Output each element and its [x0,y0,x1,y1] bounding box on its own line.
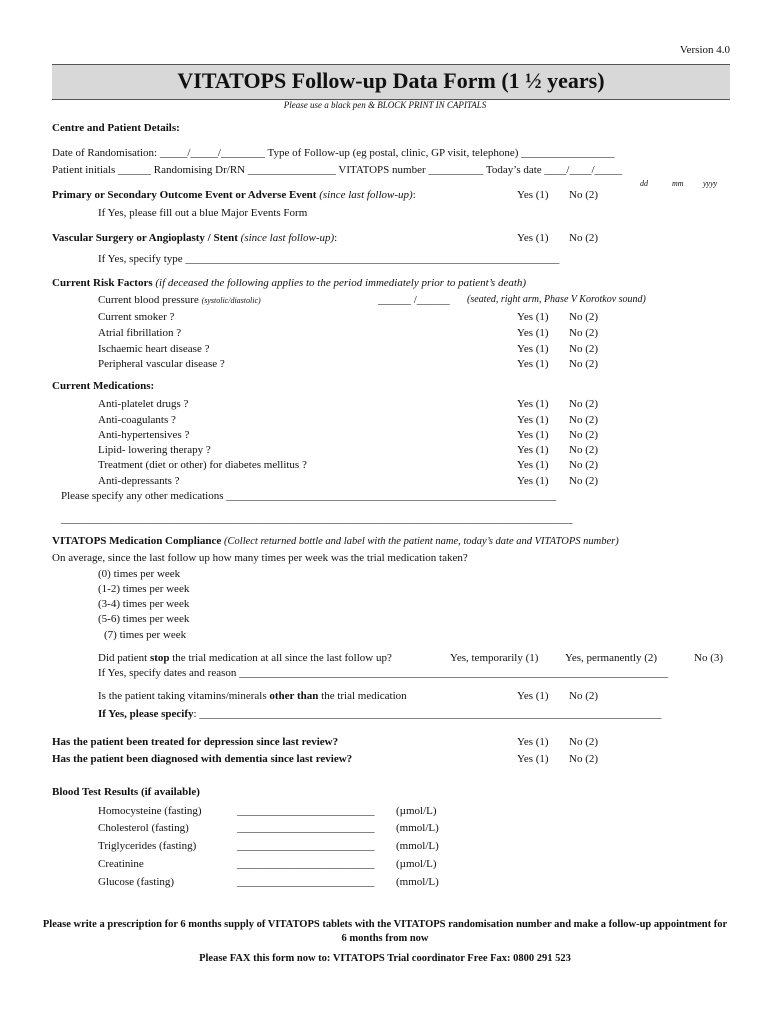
med-item: Anti-depressants ? [98,475,180,487]
page-title: VITATOPS Follow-up Data Form (1 ½ years) [177,68,605,93]
other-meds-field-2[interactable]: _____________________________________________________________________________________________ [61,513,573,525]
med-item: Anti-platelet drugs ? [98,398,189,410]
patient-line[interactable]: Patient initials ______ Randomising Dr/RN ________________ VITATOPS number __________ Today’s date ____/____/_____ [52,164,623,176]
depression-yes[interactable]: Yes (1) [517,736,549,748]
blood-unit: (mmol/L) [396,876,439,888]
meds-heading: Current Medications: [52,380,155,392]
med-item: Anti-hypertensives ? [98,429,190,441]
med-yes[interactable]: Yes (1) [517,398,549,410]
risk-yes[interactable]: Yes (1) [517,311,549,323]
vascular-heading [52,232,337,244]
med-no[interactable]: No (2) [569,414,599,426]
risk-heading [52,277,526,289]
stop-pre: Did patient [98,652,150,664]
risk-heading-bold: Current Risk Factors [52,277,153,289]
med-yes[interactable]: Yes (1) [517,414,549,426]
bp-label-text: Current blood pressure [98,294,199,306]
risk-yes[interactable]: Yes (1) [517,358,549,370]
med-item: Anti-coagulants ? [98,414,176,426]
vit-specify-line: : ____________________________________________________________________________________ [193,708,662,720]
bp-label [98,294,261,306]
stop-post: the trial medication at all since the last follow up? [169,652,392,664]
stop-option-permanently[interactable]: Yes, permanently (2) [565,652,658,664]
blood-field[interactable]: _________________________ [237,876,375,888]
blood-unit: (µmol/L) [396,858,437,870]
centre-heading: Centre and Patient Details: [52,122,180,134]
vit-specify-bold: If Yes, please specify [98,708,194,720]
blood-label: Cholesterol (fasting) [98,822,189,834]
risk-item: Peripheral vascular disease ? [98,358,225,370]
stop-option-temporarily[interactable]: Yes, temporarily (1) [450,652,539,664]
bp-field[interactable]: ______ /______ [378,294,450,306]
risk-no[interactable]: No (2) [569,343,599,355]
risk-item: Atrial fibrillation ? [98,327,182,339]
outcome-note: If Yes, please fill out a blue Major Events Form [98,207,308,219]
compliance-question: On average, since the last follow up how many times per week was the trial medication taken? [52,552,468,564]
med-no[interactable]: No (2) [569,398,599,410]
med-yes[interactable]: Yes (1) [517,444,549,456]
compliance-option[interactable]: (7) times per week [104,629,187,641]
blood-field[interactable]: _________________________ [237,840,375,852]
stop-option-no[interactable]: No (3) [694,652,724,664]
outcome-colon: : [412,189,416,201]
stop-dates-field[interactable]: If Yes, specify dates and reason ______________________________________________________________________________ [98,667,669,679]
compliance-heading-italic: (Collect returned bottle and label with the patient name, today’s date and VITATOPS number) [224,536,619,547]
med-no[interactable]: No (2) [569,475,599,487]
mm-label: mm [672,179,684,188]
blood-label: Triglycerides (fasting) [98,840,197,852]
dementia-no[interactable]: No (2) [569,753,599,765]
med-item: Lipid- lowering therapy ? [98,444,211,456]
blood-field[interactable]: _________________________ [237,805,375,817]
risk-yes[interactable]: Yes (1) [517,343,549,355]
blood-unit: (µmol/L) [396,805,437,817]
stop-bold: stop [149,652,170,664]
med-item: Treatment (diet or other) for diabetes mellitus ? [98,459,307,471]
vascular-no[interactable]: No (2) [569,232,599,244]
blood-unit: (mmol/L) [396,840,439,852]
outcome-yes[interactable]: Yes (1) [517,189,549,201]
med-no[interactable]: No (2) [569,459,599,471]
dementia-yes[interactable]: Yes (1) [517,753,549,765]
vitamins-no[interactable]: No (2) [569,690,599,702]
vitamins-specify-field[interactable] [98,708,661,720]
randomisation-line[interactable]: Date of Randomisation: _____/_____/________ Type of Follow-up (eg postal, clinic, GP visit, telephone) _________________ [52,147,615,159]
risk-item: Current smoker ? [98,311,175,323]
stop-question [98,652,392,664]
blood-label: Homocysteine (fasting) [98,805,202,817]
bp-small: (systolic/diastolic) [201,296,261,305]
med-yes[interactable]: Yes (1) [517,475,549,487]
compliance-heading-bold: VITATOPS Medication Compliance [52,535,222,547]
risk-no[interactable]: No (2) [569,358,599,370]
risk-no[interactable]: No (2) [569,311,599,323]
risk-yes[interactable]: Yes (1) [517,327,549,339]
compliance-option[interactable]: (1-2) times per week [98,583,190,595]
risk-item: Ischaemic heart disease ? [98,343,210,355]
compliance-heading [52,535,619,547]
vit-pre: Is the patient taking vitamins/minerals [98,690,270,702]
blood-heading: Blood Test Results (if available) [52,786,200,798]
vascular-yes[interactable]: Yes (1) [517,232,549,244]
blood-field[interactable]: _________________________ [237,858,375,870]
prescription-note: Please write a prescription for 6 months supply of VITATOPS tablets with the VITATOPS randomisation number and make a follow-up appointment for 6 months from now [42,919,728,944]
version-label: Version 4.0 [679,44,730,56]
title-bar [52,64,730,100]
vit-bold: other than [269,690,319,702]
depression-question: Has the patient been treated for depression since last review? [52,736,339,748]
outcome-heading [52,189,416,201]
vit-post: the trial medication [318,690,407,702]
outcome-heading-italic: (since last follow-up) [319,189,413,201]
vascular-heading-italic: (since last follow-up) [240,232,335,244]
compliance-option[interactable]: (3-4) times per week [98,598,190,610]
compliance-option[interactable]: (5-6) times per week [98,613,190,625]
outcome-no[interactable]: No (2) [569,189,599,201]
bp-note: (seated, right arm, Phase V Korotkov sound) [467,294,646,305]
vascular-colon: : [334,232,338,244]
blood-field[interactable]: _________________________ [237,822,375,834]
vitamins-yes[interactable]: Yes (1) [517,690,549,702]
dementia-question: Has the patient been diagnosed with dementia since last review? [52,753,353,765]
med-yes[interactable]: Yes (1) [517,459,549,471]
depression-no[interactable]: No (2) [569,736,599,748]
med-yes[interactable]: Yes (1) [517,429,549,441]
risk-heading-italic: (if deceased the following applies to the period immediately prior to patient’s death) [155,277,527,289]
blood-unit: (mmol/L) [396,822,439,834]
vascular-heading-bold: Vascular Surgery or Angioplasty / Stent [52,232,238,244]
fax-note: Please FAX this form now to: VITATOPS Trial coordinator Free Fax: 0800 291 523 [199,953,571,964]
compliance-option[interactable]: (0) times per week [98,568,181,580]
subtitle: Please use a black pen & BLOCK PRINT IN CAPITALS [283,100,487,110]
med-no[interactable]: No (2) [569,429,599,441]
outcome-heading-bold: Primary or Secondary Outcome Event or Adverse Event [52,189,317,201]
blood-label: Creatinine [98,858,144,870]
vascular-specify-field[interactable]: If Yes, specify type ____________________________________________________________________ [98,253,560,265]
risk-no[interactable]: No (2) [569,327,599,339]
dd-label: dd [640,179,648,188]
med-no[interactable]: No (2) [569,444,599,456]
other-meds-field[interactable]: Please specify any other medications ____________________________________________________________ [61,490,557,502]
blood-label: Glucose (fasting) [98,876,175,888]
yyyy-label: yyyy [703,179,718,188]
vitamins-question [98,690,407,702]
